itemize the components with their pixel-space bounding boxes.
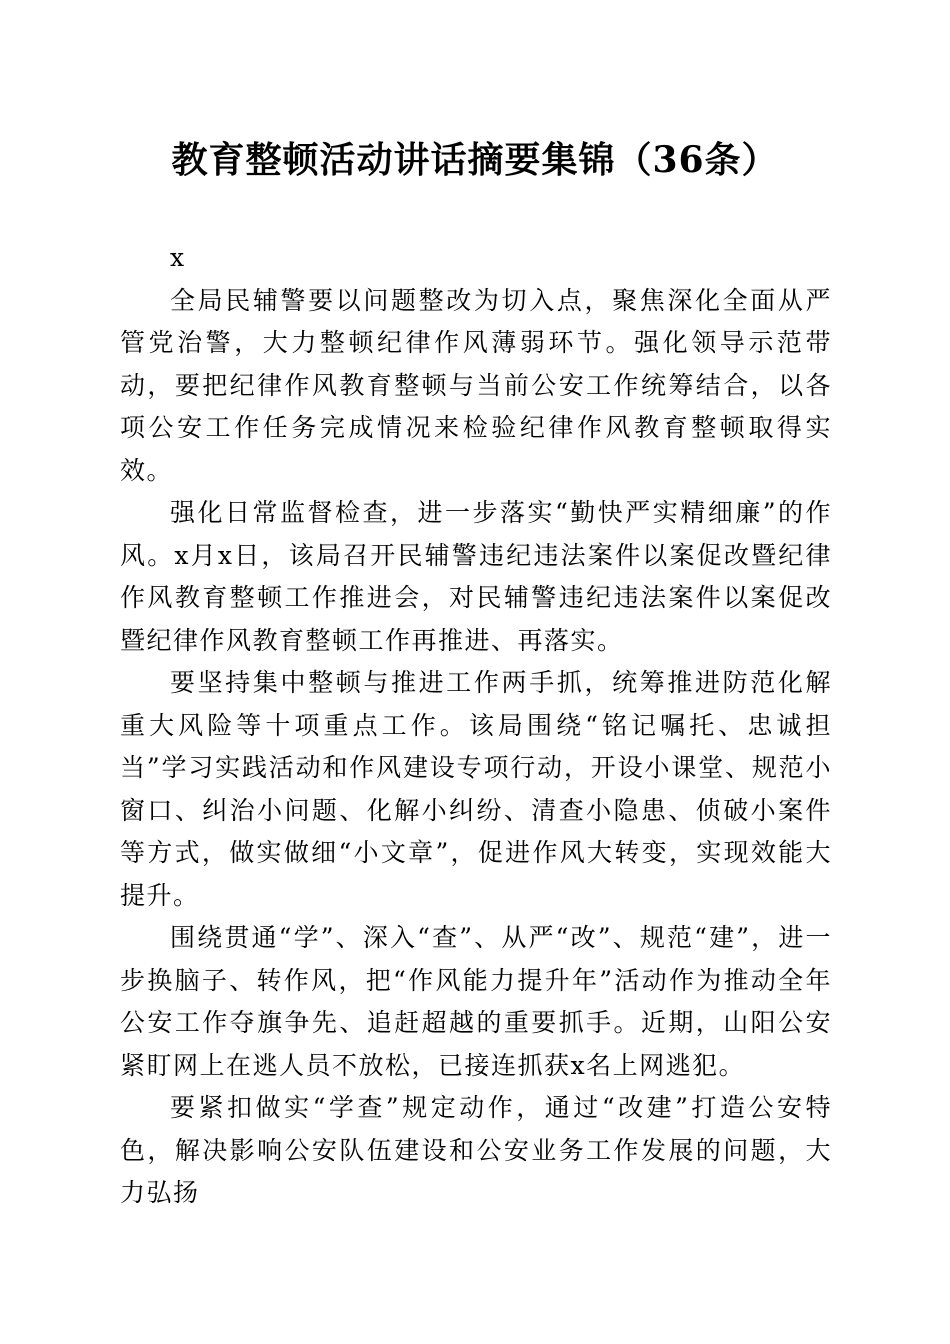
paragraph: 要坚持集中整顿与推进工作两手抓，统筹推进防范化解重大风险等十项重点工作。该局围绕“铭记嘱托、忠诚担当”学习实践活动和作风建设专项行动，开设小课堂、规范小窗口、纠治小问题、化解小纠纷、清查小隐患、侦破小案件等方式，做实做细“小文章”，促进作风大转变，实现效能大提升。 (120, 668, 832, 910)
paragraph: 围绕贯通“学”、深入“查”、从严“改”、规范“建”，进一步换脑子、转作风，把“作风能力提升年”活动作为推动全年公安工作夺旗争先、追赶超越的重要抓手。近期，山阳公安紧盯网上在逃人员不放松，已接连抓获x名上网逃犯。 (120, 923, 832, 1080)
paragraph: 全局民辅警要以问题整改为切入点，聚焦深化全面从严管党治警，大力整顿纪律作风薄弱环节。强化领导示范带动，要把纪律作风教育整顿与当前公安工作统筹结合，以各项公安工作任务完成情况来检验纪律作风教育整顿取得实效。 (120, 285, 832, 485)
paragraph: 要紧扣做实“学查”规定动作，通过“改建”打造公安特色，解决影响公安队伍建设和公安业务工作发展的问题，大力弘扬 (120, 1093, 832, 1207)
document-body (120, 237, 832, 1215)
document-title: 教育整顿活动讲话摘要集锦（36条） (171, 139, 779, 181)
paragraph: 强化日常监督检查，进一步落实“勤快严实精细廉”的作风。x月x日，该局召开民辅警违纪违法案件以案促改暨纪律作风教育整顿工作推进会，对民辅警违纪违法案件以案促改暨纪律作风教育整顿工作再推进、再落实。 (120, 498, 832, 655)
paragraph-marker: x (170, 243, 186, 272)
